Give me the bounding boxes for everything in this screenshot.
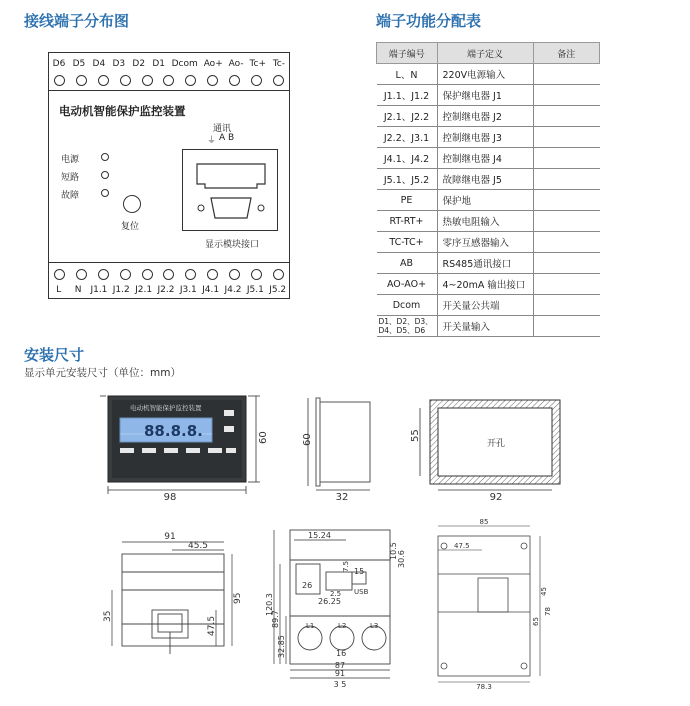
terminal-screw-icon (98, 75, 109, 86)
remark-cell (533, 274, 600, 295)
remark-cell (533, 85, 600, 106)
wiring-section-title: 接线端子分布图 (24, 12, 130, 30)
terminal-def-cell: 保护地 (437, 190, 533, 211)
dim-95: 95 (233, 592, 243, 604)
dim-91-bottom: 91 (334, 669, 346, 678)
dim-87: 87 (334, 661, 346, 670)
terminal-screw-icon (229, 269, 240, 280)
table-row (377, 316, 600, 337)
terminal-screw-icon (229, 75, 240, 86)
table-row (377, 106, 600, 127)
terminal-id-cell: L、N (377, 64, 438, 85)
dim-26: 26 (302, 581, 313, 590)
dim-47-5-b: 47.5 (454, 542, 470, 550)
device-name: 电动机智能保护监控装置 (59, 104, 186, 118)
terminal-label: J2.1 (135, 285, 153, 295)
terminal-def-cell: 4~20mA 输出接口 (437, 274, 533, 295)
table-row (377, 190, 600, 211)
terminal-screw-icon (251, 269, 262, 280)
terminal-l2: L2 (338, 622, 347, 630)
terminal-def-cell: 控制继电器 J4 (437, 148, 533, 169)
top-terminal-labels (49, 59, 289, 69)
terminal-screw-icon (54, 269, 65, 280)
side-depth-dim: 32 (335, 492, 349, 502)
side-height-dim: 60 (302, 433, 313, 446)
table-section-title: 端子功能分配表 (376, 12, 482, 30)
terminal-id-cell: TC-TC+ (377, 232, 438, 253)
dim-32-85: 32.85 (277, 635, 286, 658)
dim-2-5: 2.5 (330, 590, 342, 598)
cutout-height-dim: 55 (410, 429, 421, 442)
terminal-def-cell: 保护继电器 J1 (437, 85, 533, 106)
fault-led-icon (101, 189, 109, 197)
terminal-label: N (74, 285, 82, 295)
terminal-label: L (56, 285, 62, 295)
dim-35: 35 (103, 610, 113, 622)
dim-47-5: 47.5 (207, 615, 217, 636)
usb-label: USB (354, 588, 369, 596)
dim-35-bottom: 3 5 (333, 680, 347, 689)
remark-cell (533, 190, 600, 211)
front-terminal-view-drawing (250, 520, 410, 690)
table-row (377, 295, 600, 316)
terminal-l3: L3 (370, 622, 379, 630)
terminal-label: D3 (112, 59, 126, 69)
remark-cell (533, 169, 600, 190)
terminal-def-cell: 零序互感器输入 (437, 232, 533, 253)
terminal-def-cell: 控制继电器 J3 (437, 127, 533, 148)
terminal-id-cell: AB (377, 253, 438, 274)
remark-cell (533, 148, 600, 169)
front-panel-drawing (100, 392, 280, 502)
terminal-id-cell: J2.1、J2.2 (377, 106, 438, 127)
dim-78-3: 78.3 (476, 683, 492, 690)
panel-name-text: 电动机智能保护监控装置 (130, 404, 202, 412)
dim-45-5: 45.5 (187, 541, 209, 551)
terminal-id-cell: AO-AO+ (377, 274, 438, 295)
terminal-id-cell: Dcom (377, 295, 438, 316)
terminal-screw-icon (142, 75, 153, 86)
remark-cell (533, 127, 600, 148)
dim-89-7: 89.7 (271, 610, 280, 628)
lcd-digits: 88.8.8. (144, 422, 203, 440)
display-port-label: 显示模块接口 (205, 240, 260, 250)
terminal-def-cell: 故障继电器 J5 (437, 169, 533, 190)
terminal-screw-icon (76, 269, 87, 280)
table-header-row (377, 43, 600, 64)
terminal-screw-icon (273, 75, 284, 86)
remark-cell (533, 253, 600, 274)
dim-10-5: 10.5 (389, 542, 398, 560)
dim-91-top: 91 (164, 532, 176, 542)
dim-85: 85 (479, 518, 489, 526)
ground-icon: ⏚ (207, 136, 217, 146)
comm-label: 通讯 (213, 124, 232, 134)
header-terminal-id: 端子编号 (377, 43, 438, 64)
terminal-label: J5.1 (246, 285, 264, 295)
terminal-id-cell: J1.1、J1.2 (377, 85, 438, 106)
header-remark: 备注 (533, 43, 600, 64)
cutout-label: 开孔 (486, 439, 506, 449)
terminal-label: J4.1 (202, 285, 220, 295)
dim-78: 78 (544, 607, 552, 616)
table-row (377, 274, 600, 295)
terminal-screw-icon (163, 269, 174, 280)
terminal-def-cell: 热敏电阻输入 (437, 211, 533, 232)
remark-cell (533, 211, 600, 232)
terminal-screw-icon (185, 269, 196, 280)
wiring-diagram (48, 52, 290, 299)
terminal-screw-icon (273, 269, 284, 280)
bottom-divider (49, 262, 289, 263)
terminal-id-cell: J4.1、J4.2 (377, 148, 438, 169)
dim-26-25: 26.25 (318, 597, 341, 606)
terminal-screw-icon (207, 269, 218, 280)
dim-7-5: 7.5 (342, 560, 350, 572)
terminal-id-cell: PE (377, 190, 438, 211)
bottom-terminal-labels (49, 285, 289, 295)
terminal-function-table (376, 42, 600, 337)
remark-cell (533, 106, 600, 127)
remark-cell (533, 232, 600, 253)
terminal-label: Ao- (228, 59, 244, 69)
dim-45: 45 (540, 587, 548, 596)
power-led-icon (101, 153, 109, 161)
terminal-label: Dcom (171, 59, 198, 69)
terminal-label: J1.1 (90, 285, 108, 295)
terminal-screw-icon (76, 75, 87, 86)
dim-15-24: 15.24 (308, 531, 331, 540)
terminal-def-cell: 开关量公共端 (437, 295, 533, 316)
top-terminal-screws (49, 75, 289, 86)
terminal-label: J1.2 (112, 285, 130, 295)
terminal-label: J5.2 (269, 285, 287, 295)
terminal-label: D4 (92, 59, 106, 69)
short-led-icon (101, 171, 109, 179)
terminal-screw-icon (185, 75, 196, 86)
remark-cell (533, 316, 600, 337)
led-label-fault: 故障 (61, 191, 80, 201)
terminal-label: Ao+ (203, 59, 223, 69)
bottom-terminal-screws (49, 269, 289, 280)
remark-cell (533, 295, 600, 316)
cutout-drawing (400, 392, 570, 502)
table-row (377, 64, 600, 85)
terminal-screw-icon (120, 269, 131, 280)
display-port-frame (182, 149, 278, 231)
terminal-def-cell: 220V电源输入 (437, 64, 533, 85)
remark-cell (533, 64, 600, 85)
led-label-power: 电源 (61, 155, 80, 165)
table-row (377, 148, 600, 169)
table-row (377, 127, 600, 148)
terminal-l1: L1 (306, 622, 315, 630)
terminal-label: J4.2 (224, 285, 242, 295)
terminal-screw-icon (142, 269, 153, 280)
reset-button-icon (123, 195, 141, 213)
table-row (377, 253, 600, 274)
db9-connector-icon (183, 150, 277, 230)
mounting-hole-view-drawing (424, 516, 554, 690)
terminal-def-cell: 控制继电器 J2 (437, 106, 533, 127)
terminal-screw-icon (207, 75, 218, 86)
terminal-label: D6 (52, 59, 66, 69)
table-row (377, 211, 600, 232)
din-view-drawing (100, 524, 245, 664)
dim-15: 15 (354, 567, 365, 576)
terminal-label: D2 (132, 59, 146, 69)
terminal-label: J2.2 (157, 285, 175, 295)
terminal-label: Tc- (272, 59, 286, 69)
front-height-dim: 60 (258, 431, 269, 444)
reset-label: 复位 (121, 222, 140, 232)
terminal-screw-icon (98, 269, 109, 280)
terminal-id-cell: J5.1、J5.2 (377, 169, 438, 190)
install-section-title: 安装尺寸 (24, 346, 85, 364)
table-row (377, 85, 600, 106)
cutout-width-dim: 92 (489, 492, 503, 502)
top-divider (49, 90, 289, 91)
terminal-screw-icon (163, 75, 174, 86)
terminal-id-cell: D1、D2、D3、D4、D5、D6 (377, 316, 438, 337)
terminal-label: D5 (72, 59, 86, 69)
install-subtitle: 显示单元安装尺寸（单位：mm） (24, 367, 181, 379)
table-row (377, 232, 600, 253)
front-width-dim: 98 (163, 492, 177, 502)
comm-ab-label: A B (219, 133, 235, 143)
side-view-drawing (296, 392, 386, 502)
terminal-id-cell: RT-RT+ (377, 211, 438, 232)
header-terminal-def: 端子定义 (437, 43, 533, 64)
terminal-def-cell: RS485通讯接口 (437, 253, 533, 274)
terminal-id-cell: J2.2、J3.1 (377, 127, 438, 148)
dim-120-3: 120.3 (265, 593, 274, 616)
terminal-screw-icon (120, 75, 131, 86)
dim-65: 65 (532, 617, 540, 626)
terminal-label: Tc+ (249, 59, 266, 69)
terminal-label: J3.1 (179, 285, 197, 295)
terminal-screw-icon (54, 75, 65, 86)
led-label-short: 短路 (61, 173, 80, 183)
dim-16: 16 (336, 649, 347, 658)
terminal-screw-icon (251, 75, 262, 86)
terminal-def-cell: 开关量输入 (437, 316, 533, 337)
dim-30-6: 30.6 (397, 550, 406, 568)
terminal-label: D1 (152, 59, 165, 69)
table-row (377, 169, 600, 190)
